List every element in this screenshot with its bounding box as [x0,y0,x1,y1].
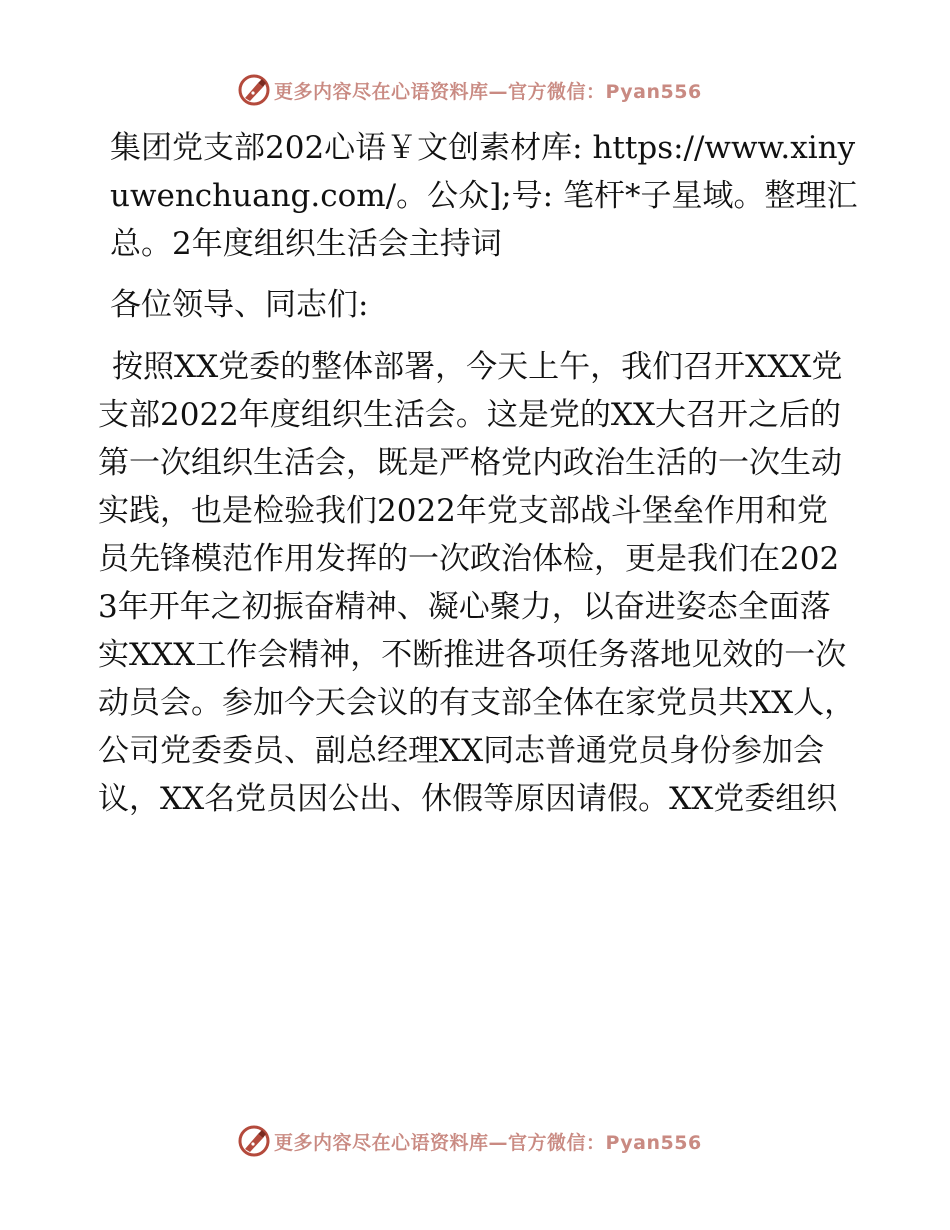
greeting: 各位领导、同志们: [110,287,369,323]
watermark-text: 更多内容尽在心语资料库—官方微信：Pyan556 [274,1131,702,1154]
pen-nib-logo-icon [236,72,272,108]
document-body [98,124,858,823]
watermark-text: 更多内容尽在心语资料库—官方微信：Pyan556 [274,80,702,103]
paragraph-1: 按照XX党委的整体部署，今天上午，我们召开XXX党支部2022年度组织生活会。这是党的XX大召开之后的第一次组织生活会，既是严格党内政治生活的一次生动实践，也是检验我们2022年党支部战斗堡垒作用和党员先锋模范作用发挥的一次政治体检，更是我们在2023年开年之初振奋精神、凝心聚力，以奋进姿态全面落实XXX工作会精神，不断推进各项任务落地见效的一次动员会。参加今天会议的有支部全体在家党员共XX人，公司党委委员、副总经理XX同志普通党员身份参加会议，XX名党员因公出、休假等原因请假。XX党委组织 [98,349,856,817]
document-title: 集团党支部202心语￥文创素材库: https://www.xinyuwenchuang.com/。公众];号: 笔杆*子星域。整理汇总。2年度组织生活会主持词 [110,130,858,262]
footer-watermark [236,1121,716,1161]
pen-nib-logo-icon [236,1123,272,1159]
header-watermark [236,70,716,110]
